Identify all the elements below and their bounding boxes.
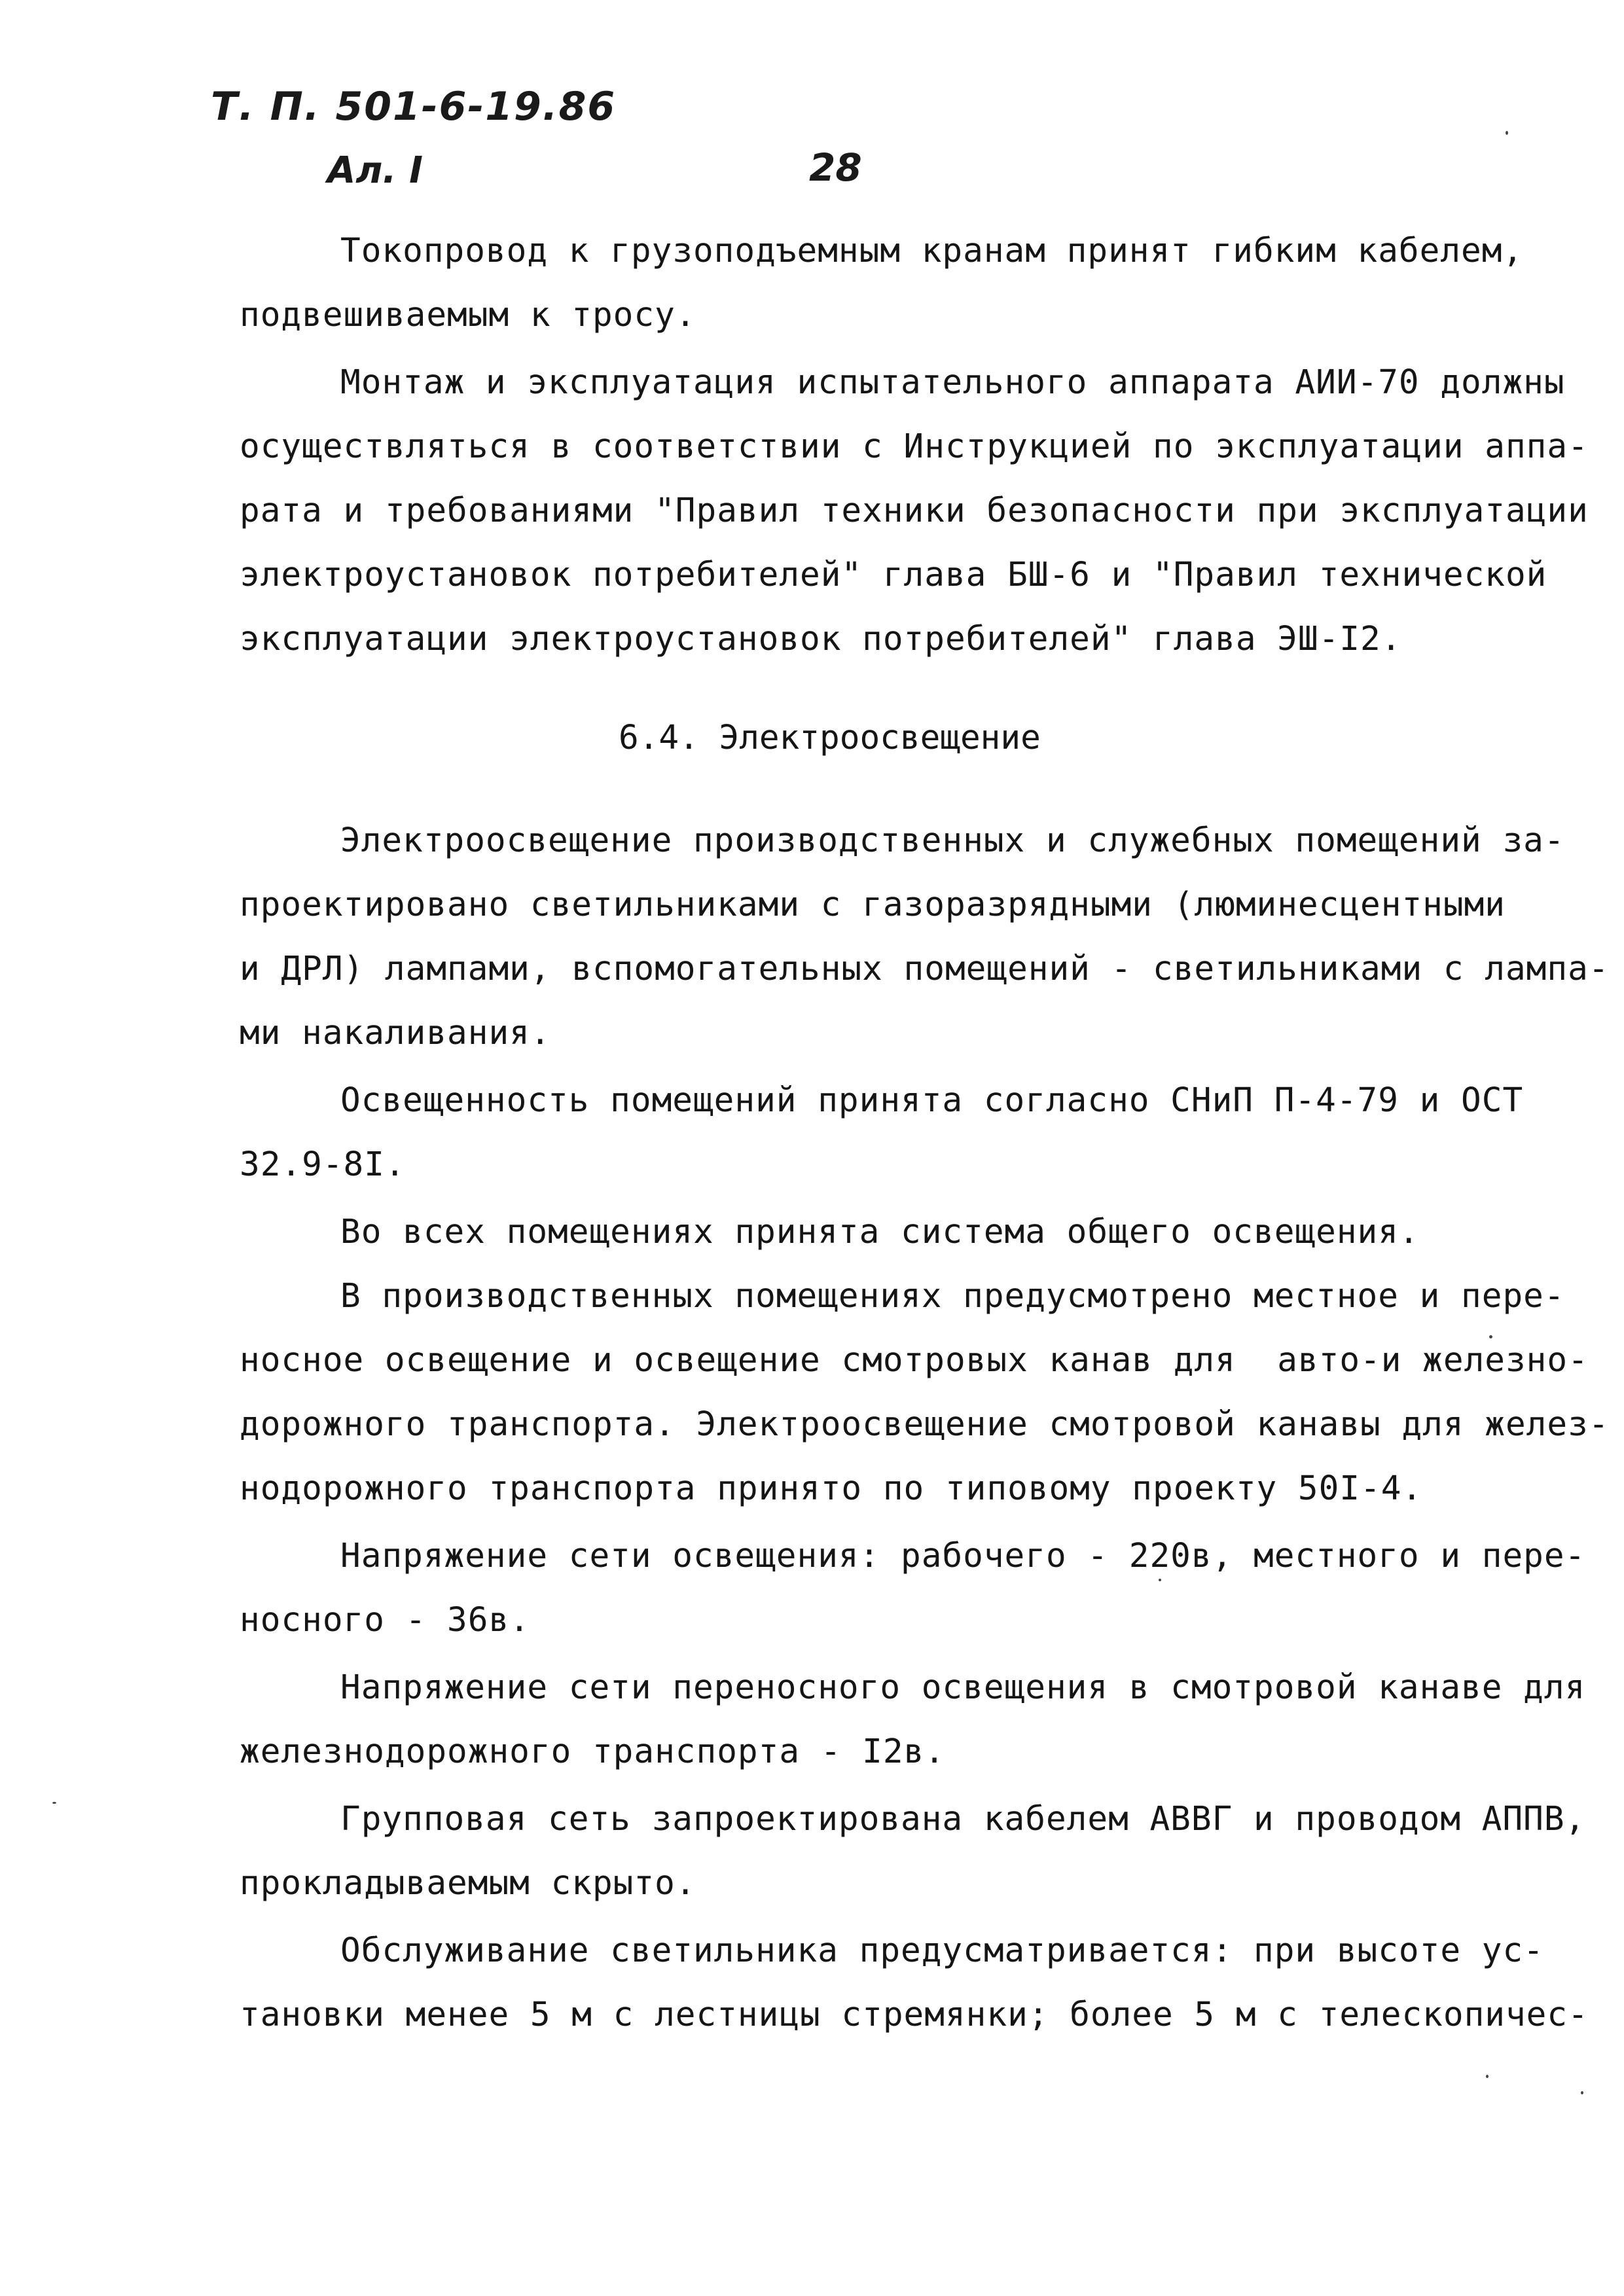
- scan-speck: [1581, 2091, 1583, 2094]
- text-line: электроустановок потребителей" глава БШ-6 и "Правил технической: [240, 556, 1547, 594]
- scan-speck: [1489, 1335, 1492, 1338]
- text-line: прокладываемым скрыто.: [240, 1864, 696, 1903]
- text-line: эксплуатации электроустановок потребителей" глава ЭШ-I2.: [240, 620, 1402, 658]
- document-code: Т. П. 501-6-19.86: [211, 84, 617, 130]
- text-line: и ДРЛ) лампами, вспомогательных помещений - светильниками с лампа-: [240, 950, 1610, 988]
- text-line: В производственных помещениях предусмотрено местное и пере-: [340, 1277, 1565, 1316]
- scan-speck: [1159, 1579, 1161, 1581]
- text-line: Обслуживание светильника предусматривается: при высоте ус-: [340, 1931, 1544, 1970]
- page-number: 28: [809, 145, 862, 190]
- text-line: дорожного транспорта. Электроосвещение смотровой канавы для желез-: [240, 1405, 1610, 1444]
- text-line: Во всех помещениях принята система общего освещения.: [340, 1213, 1420, 1251]
- section-heading: 6.4. Электроосвещение: [619, 719, 1041, 757]
- text-line: Монтаж и эксплуатация испытательного аппарата АИИ-70 должны: [340, 363, 1565, 402]
- text-line: ми накаливания.: [240, 1014, 551, 1052]
- text-line: нодорожного транспорта принято по типовому проекту 50I-4.: [240, 1469, 1423, 1508]
- text-line: Напряжение сети переносного освещения в смотровой канаве для: [340, 1668, 1586, 1707]
- text-line: подвешиваемым к тросу.: [240, 296, 696, 334]
- text-line: рата и требованиями "Правил техники безопасности при эксплуатации: [240, 492, 1589, 530]
- text-line: тановки менее 5 м с лестницы стремянки; более 5 м с телескопичес-: [240, 1996, 1589, 2034]
- text-line: осуществляться в соответствии с Инструкцией по эксплуатации аппа-: [240, 427, 1589, 466]
- text-line: проектировано светильниками с газоразрядными (люминесцентными: [240, 886, 1506, 924]
- text-line: Электроосвещение производственных и служебных помещений за-: [340, 821, 1565, 860]
- text-line: Токопровод к грузоподъемным кранам принят гибким кабелем,: [340, 232, 1524, 270]
- text-line: Групповая сеть запроектирована кабелем АВВГ и проводом АППВ,: [340, 1800, 1586, 1839]
- text-line: Освещенность помещений принята согласно СНиП П-4-79 и ОСТ: [340, 1081, 1524, 1120]
- text-line: носного - 36в.: [240, 1601, 530, 1640]
- scan-speck: [52, 1802, 56, 1804]
- album-label: Ал. I: [327, 149, 423, 192]
- text-line: железнодорожного транспорта - I2в.: [240, 1732, 945, 1771]
- scan-speck: [1506, 131, 1508, 135]
- scan-speck: [1486, 2075, 1489, 2078]
- text-line: Напряжение сети освещения: рабочего - 220в, местного и пере-: [340, 1537, 1586, 1575]
- text-line: носное освещение и освещение смотровых канав для авто-и железно-: [240, 1341, 1589, 1380]
- text-line: 32.9-8I.: [240, 1145, 406, 1184]
